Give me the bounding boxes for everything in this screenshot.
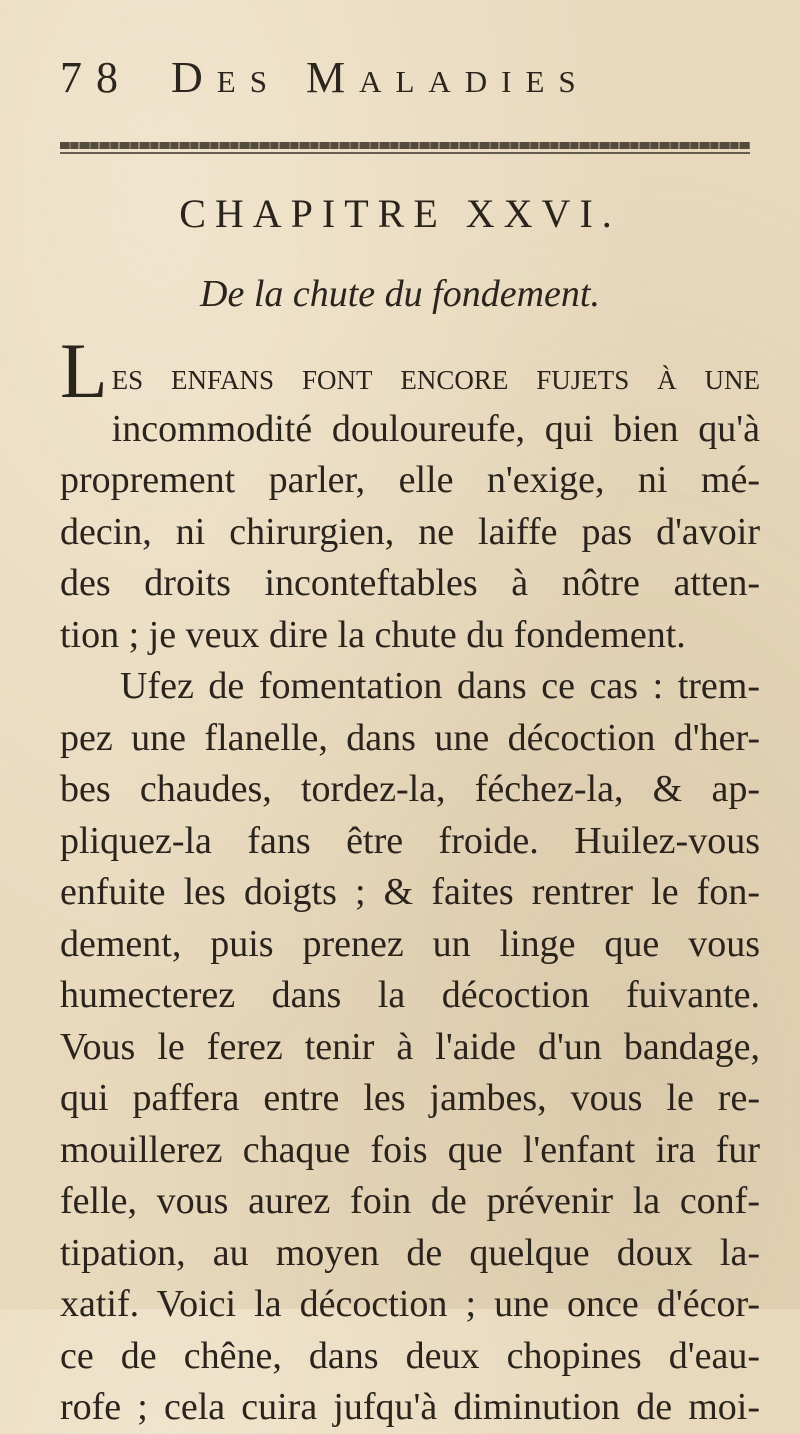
text-line: enfuite les doigts ; & faites rentrer le fon- xyxy=(60,871,760,913)
body-text xyxy=(60,327,760,1434)
text-line: pez une flanelle, dans une décoction d'her- xyxy=(60,716,760,759)
text-line: des droits inconteftables à nôtre atten- xyxy=(60,562,760,604)
chapter-title: CHAPITRE XXVI. xyxy=(179,191,621,236)
text-line: Vous le ferez tenir à l'aide d'un bandage, xyxy=(60,1025,760,1068)
text-line: pliquez-la fans être froide. Huilez-vous xyxy=(60,819,760,862)
text-line: dement, puis prenez un linge que vous xyxy=(60,922,760,965)
text-line-1 xyxy=(60,327,760,414)
drop-cap: L xyxy=(60,327,108,414)
header-ornament xyxy=(60,142,750,156)
chapter-subtitle: De la chute du fondement. xyxy=(200,273,600,315)
text-line: incommodité douloureufe, qui bien qu'à xyxy=(111,407,760,450)
ornament-band xyxy=(60,142,750,149)
text-line: felle, vous aurez foin de prévenir la conf- xyxy=(60,1180,760,1222)
running-head-title: Des Maladies xyxy=(171,53,590,102)
running-head xyxy=(60,52,750,112)
text-line: proprement parler, elle n'exige, ni mé- xyxy=(60,459,760,501)
text-line: decin, ni chirurgien, ne laiffe pas d'avoir xyxy=(60,510,760,553)
text-line: tipation, au moyen de quelque doux la- xyxy=(60,1231,760,1274)
page-number: 78 xyxy=(60,53,132,102)
first-line-text: es enfans font encore fujets à une xyxy=(111,356,760,398)
text-line: mouillerez chaque fois que l'enfant ira fur xyxy=(60,1128,760,1171)
text-line: xatif. Voici la décoction ; une once d'écor- xyxy=(60,1283,760,1325)
ornament-rule xyxy=(60,152,750,154)
text-line: qui paffera entre les jambes, vous le re- xyxy=(60,1077,760,1119)
text-line: rofe ; cela cuira jufqu'à diminution de moi- xyxy=(60,1386,760,1428)
text-line: Ufez de fomentation dans ce cas : trem- xyxy=(120,665,760,707)
text-line: bes chaudes, tordez-la, féchez-la, & ap- xyxy=(60,768,760,810)
text-line: tion ; je veux dire la chute du fondement. xyxy=(60,613,686,656)
text-line: ce de chêne, dans deux chopines d'eau- xyxy=(60,1334,760,1377)
text-line: humecterez dans la décoction fuivante. xyxy=(60,974,760,1016)
